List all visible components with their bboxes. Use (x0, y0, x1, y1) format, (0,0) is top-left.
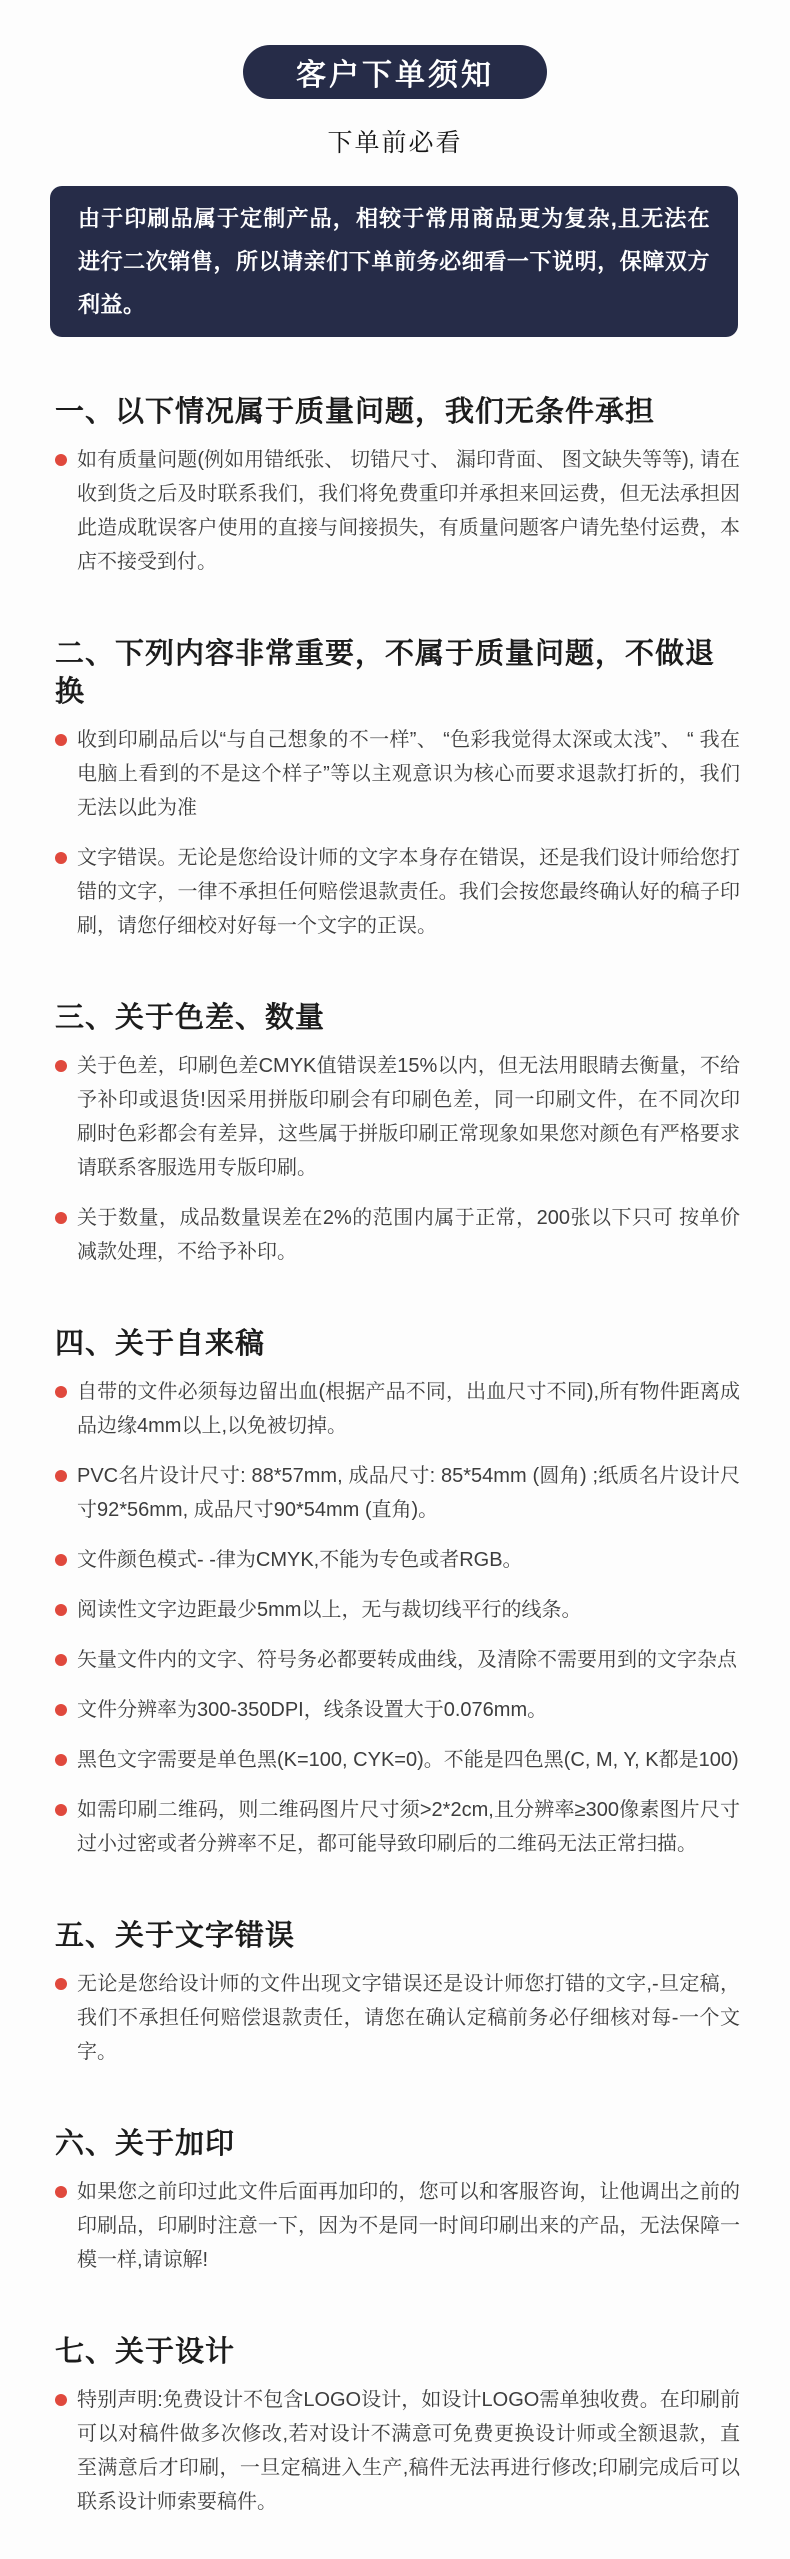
notice-text: 文字错误。无论是您给设计师的文字本身存在错误，还是我们设计师给您打错的文字，一律不承担任何赔偿退款责任。我们会按您最终确认好的稿子印刷，请您仔细校对好每一个文字的正误。 (77, 847, 740, 937)
bullet-dot-icon (55, 454, 67, 466)
bullet-dot-icon (55, 1804, 67, 1816)
section-heading: 三、关于色差、数量 (55, 1002, 326, 1034)
section-heading: 六、关于加印 (55, 2128, 236, 2160)
section-reprint (55, 2125, 740, 2277)
notice-item (55, 723, 740, 825)
notice-item (55, 2175, 740, 2277)
section-heading: 二、下列内容非常重要，不属于质量问题，不做退换 (55, 638, 716, 708)
notice-item (55, 1643, 740, 1677)
notice-item (55, 1049, 740, 1185)
notice-text: 如需印刷二维码，则二维码图片尺寸须>2*2cm,且分辨率≥300像素图片尺寸过小过密或者分辨率不足，都可能导致印刷后的二维码无法正常扫描。 (77, 1799, 740, 1855)
notice-item (55, 1375, 740, 1443)
notice-text: 自带的文件必须每边留出血(根据产品不同，出血尺寸不同),所有物件距离成品边缘4mm以上,以免被切掉。 (77, 1381, 740, 1437)
bullet-dot-icon (55, 1386, 67, 1398)
bullet-dot-icon (55, 1060, 67, 1072)
section-heading: 五、关于文字错误 (55, 1920, 296, 1952)
section-bullet-list (55, 723, 740, 943)
section-bullet-list (55, 1967, 740, 2069)
notice-item (55, 1543, 740, 1577)
notice-text: 关于色差，印刷色差CMYK值错误差15%以内，但无法用眼睛去衡量，不给予补印或退货!因采用拼版印刷会有印刷色差，同一印刷文件，在不同次印刷时色彩都会有差异，这些属于拼版印刷正常现象如果您对颜色有严格要求请联系客服选用专版印刷。 (77, 1055, 740, 1179)
notice-item (55, 1793, 740, 1861)
section-bullet-list (55, 1375, 740, 1861)
title-badge (243, 45, 547, 99)
bullet-dot-icon (55, 1654, 67, 1666)
notice-text: 无论是您给设计师的文件出现文字错误还是设计师您打错的文字,-旦定稿，我们不承担任何赔偿退款责任，请您在确认定稿前务必仔细核对每-一个文字。 (77, 1973, 740, 2063)
section-text-errors (55, 1917, 740, 2069)
notice-item (55, 1967, 740, 2069)
bullet-dot-icon (55, 734, 67, 746)
bullet-dot-icon (55, 1470, 67, 1482)
notice-item (55, 1593, 740, 1627)
section-color-quantity (55, 999, 740, 1269)
bullet-dot-icon (55, 2186, 67, 2198)
notice-item (55, 1743, 740, 1777)
notice-text: 如果您之前印过此文件后面再加印的，您可以和客服咨询，让他调出之前的印刷品，印刷时注意一下，因为不是同一时间印刷出来的产品，无法保障一模一样,请谅解! (77, 2181, 740, 2271)
notice-item (55, 2383, 740, 2519)
section-bullet-list (55, 443, 740, 579)
bullet-dot-icon (55, 1212, 67, 1224)
section-heading: 七、关于设计 (55, 2336, 236, 2368)
notice-item (55, 443, 740, 579)
intro-notice-text: 由于印刷品属于定制产品，相较于常用商品更为复杂,且无法在进行二次销售，所以请亲们下单前务必细看一下说明，保障双方利益。 (78, 206, 710, 317)
bullet-dot-icon (55, 852, 67, 864)
bullet-dot-icon (55, 1554, 67, 1566)
bullet-dot-icon (55, 1604, 67, 1616)
section-heading: 四、关于自来稿 (55, 1328, 266, 1360)
notice-item (55, 1201, 740, 1269)
notice-text: 阅读性文字边距最少5mm以上，无与裁切线平行的线条。 (77, 1599, 582, 1621)
notice-text: 收到印刷品后以“与自己想象的不一样”、 “色彩我觉得太深或太浅”、 “ 我在电脑上看到的不是这个样子”等以主观意识为核心而要求退款打折的，我们无法以此为准 (77, 729, 740, 819)
section-not-quality-issues (55, 635, 740, 943)
page-subtitle: 下单前必看 (327, 129, 463, 157)
notice-text: 文件颜色模式- -律为CMYK,不能为专色或者RGB。 (77, 1549, 523, 1571)
notice-text: 关于数量，成品数量误差在2%的范围内属于正常，200张以下只可 按单价减款处理，不给予补印。 (77, 1207, 740, 1263)
section-heading: 一、以下情况属于质量问题，我们无条件承担 (55, 396, 656, 428)
notice-text: 如有质量问题(例如用错纸张、 切错尺寸、 漏印背面、 图文缺失等等), 请在收到货之后及时联系我们，我们将免费重印并承担来回运费，但无法承担因此造成耽误客户使用的直接与间接损失，有质量问题客户请先垫付运费，本店不接受到付。 (77, 449, 740, 573)
notice-item (55, 841, 740, 943)
notice-text: 文件分辨率为300-350DPI，线条设置大于0.076mm。 (77, 1699, 548, 1721)
section-quality-issues (55, 393, 740, 579)
section-design (55, 2333, 740, 2519)
notice-text: 黑色文字需要是单色黑(K=100, CYK=0)。不能是四色黑(C, M, Y, K都是100) (77, 1749, 739, 1771)
notice-text: 矢量文件内的文字、符号务必都要转成曲线，及清除不需要用到的文字杂点 (77, 1649, 737, 1671)
section-bullet-list (55, 1049, 740, 1269)
bullet-dot-icon (55, 1704, 67, 1716)
notice-item (55, 1693, 740, 1727)
notice-text: 特别声明:免费设计不包含LOGO设计，如设计LOGO需单独收费。在印刷前可以对稿件做多次修改,若对设计不满意可免费更换设计师或全额退款，直至满意后才印刷，一旦定稿进入生产,稿件无法再进行修改;印刷完成后可以联系设计师索要稿件。 (77, 2389, 740, 2513)
notice-text: PVC名片设计尺寸: 88*57mm, 成品尺寸: 85*54mm (圆角) ;纸质名片设计尺寸92*56mm, 成品尺寸90*54mm (直角)。 (77, 1465, 740, 1521)
bullet-dot-icon (55, 2394, 67, 2406)
section-bullet-list (55, 2175, 740, 2277)
intro-notice-box (50, 186, 738, 337)
bullet-dot-icon (55, 1978, 67, 1990)
page-title: 客户下单须知 (296, 59, 494, 92)
section-customer-files (55, 1325, 740, 1861)
bullet-dot-icon (55, 1754, 67, 1766)
section-bullet-list (55, 2383, 740, 2519)
notice-item (55, 1459, 740, 1527)
